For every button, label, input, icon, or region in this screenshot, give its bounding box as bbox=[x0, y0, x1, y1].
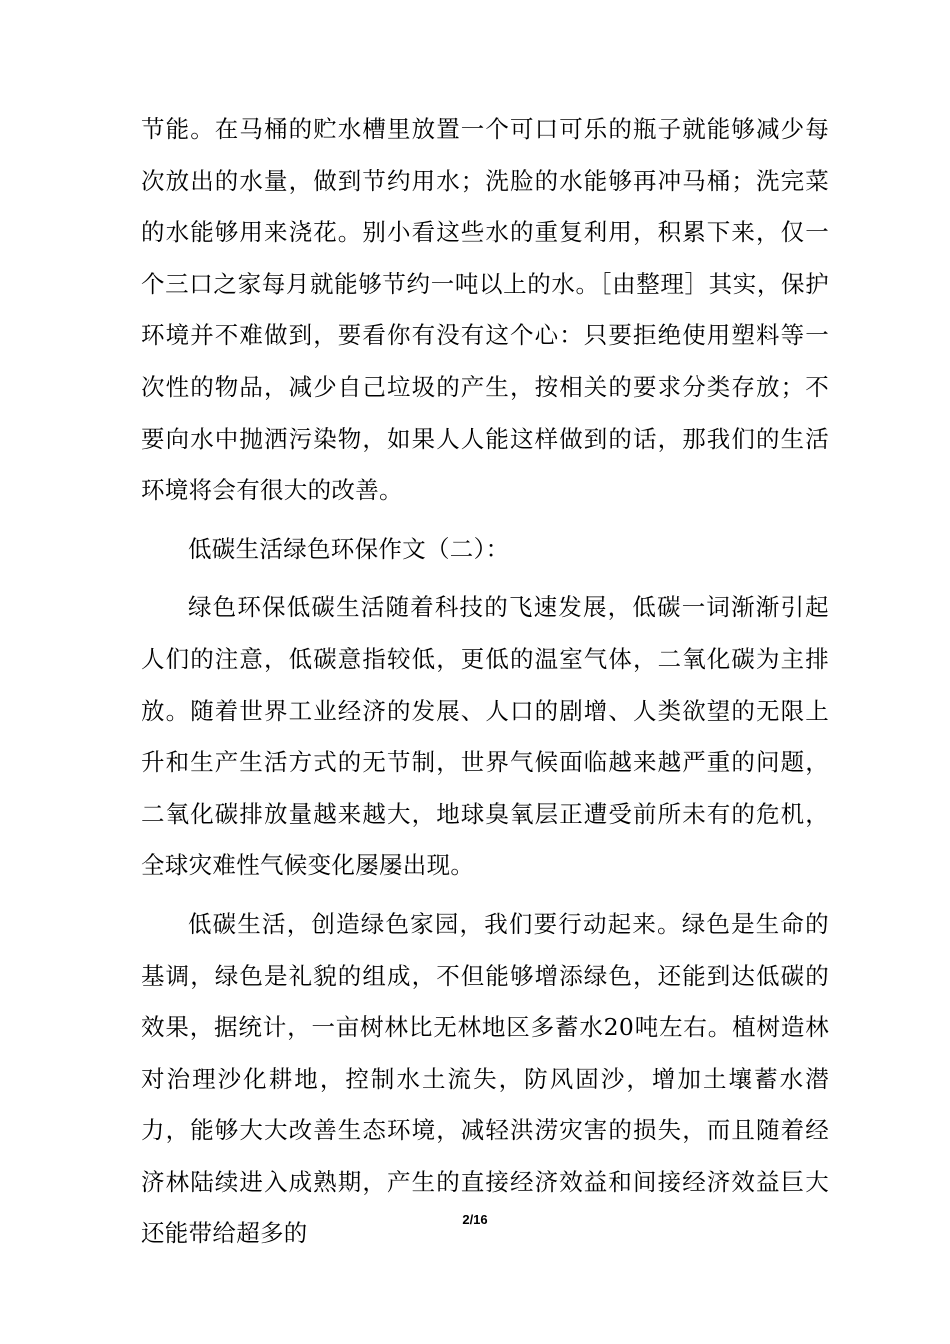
paragraph-1: 节能。在马桶的贮水槽里放置一个可口可乐的瓶子就能够减少每次放出的水量，做到节约用水；洗脸的水能够再冲马桶；洗完菜的水能够用来浇花。别小看这些水的重复利用，积累下来，仅一个三口之家每月就能够节约一吨以上的水。［由整理］其实，保护环境并不难做到，要看你有没有这个心：只要拒绝使用塑料等一次性的物品，减少自己垃圾的产生，按相关的要求分类存放；不要向水中抛洒污染物，如果人人能这样做到的话，那我们的生活环境将会有很大的改善。 bbox=[141, 115, 829, 505]
section-heading: 低碳生活绿色环保作文（二）： bbox=[188, 534, 510, 563]
paragraph-2: 绿色环保低碳生活随着科技的飞速发展，低碳一词渐渐引起人们的注意，低碳意指较低，更低的温室气体，二氧化碳为主排放。随着世界工业经济的发展、人口的剧增、人类欲望的无限上升和生产生活方式的无节制，世界气候面临越来越严重的问题，二氧化碳排放量越来越大，地球臭氧层正遭受前所未有的危机，全球灾难性气候变化屡屡出现。 bbox=[141, 593, 829, 880]
paragraph-3: 低碳生活，创造绿色家园，我们要行动起来。绿色是生命的基调，绿色是礼貌的组成，不但能够增添绿色，还能到达低碳的效果，据统计，一亩树林比无林地区多蓄水20吨左右。植树造林对治理沙化耕地，控制水土流失，防风固沙，增加土壤蓄水潜力，能够大大改善生态环境，减轻洪涝灾害的损失，而且随着经济林陆续进入成熟期，产生的直接经济效益和间接经济效益巨大还能带给超多的 bbox=[141, 909, 829, 1248]
page-number: 2/16 bbox=[462, 1212, 488, 1227]
document-body bbox=[141, 104, 829, 1260]
